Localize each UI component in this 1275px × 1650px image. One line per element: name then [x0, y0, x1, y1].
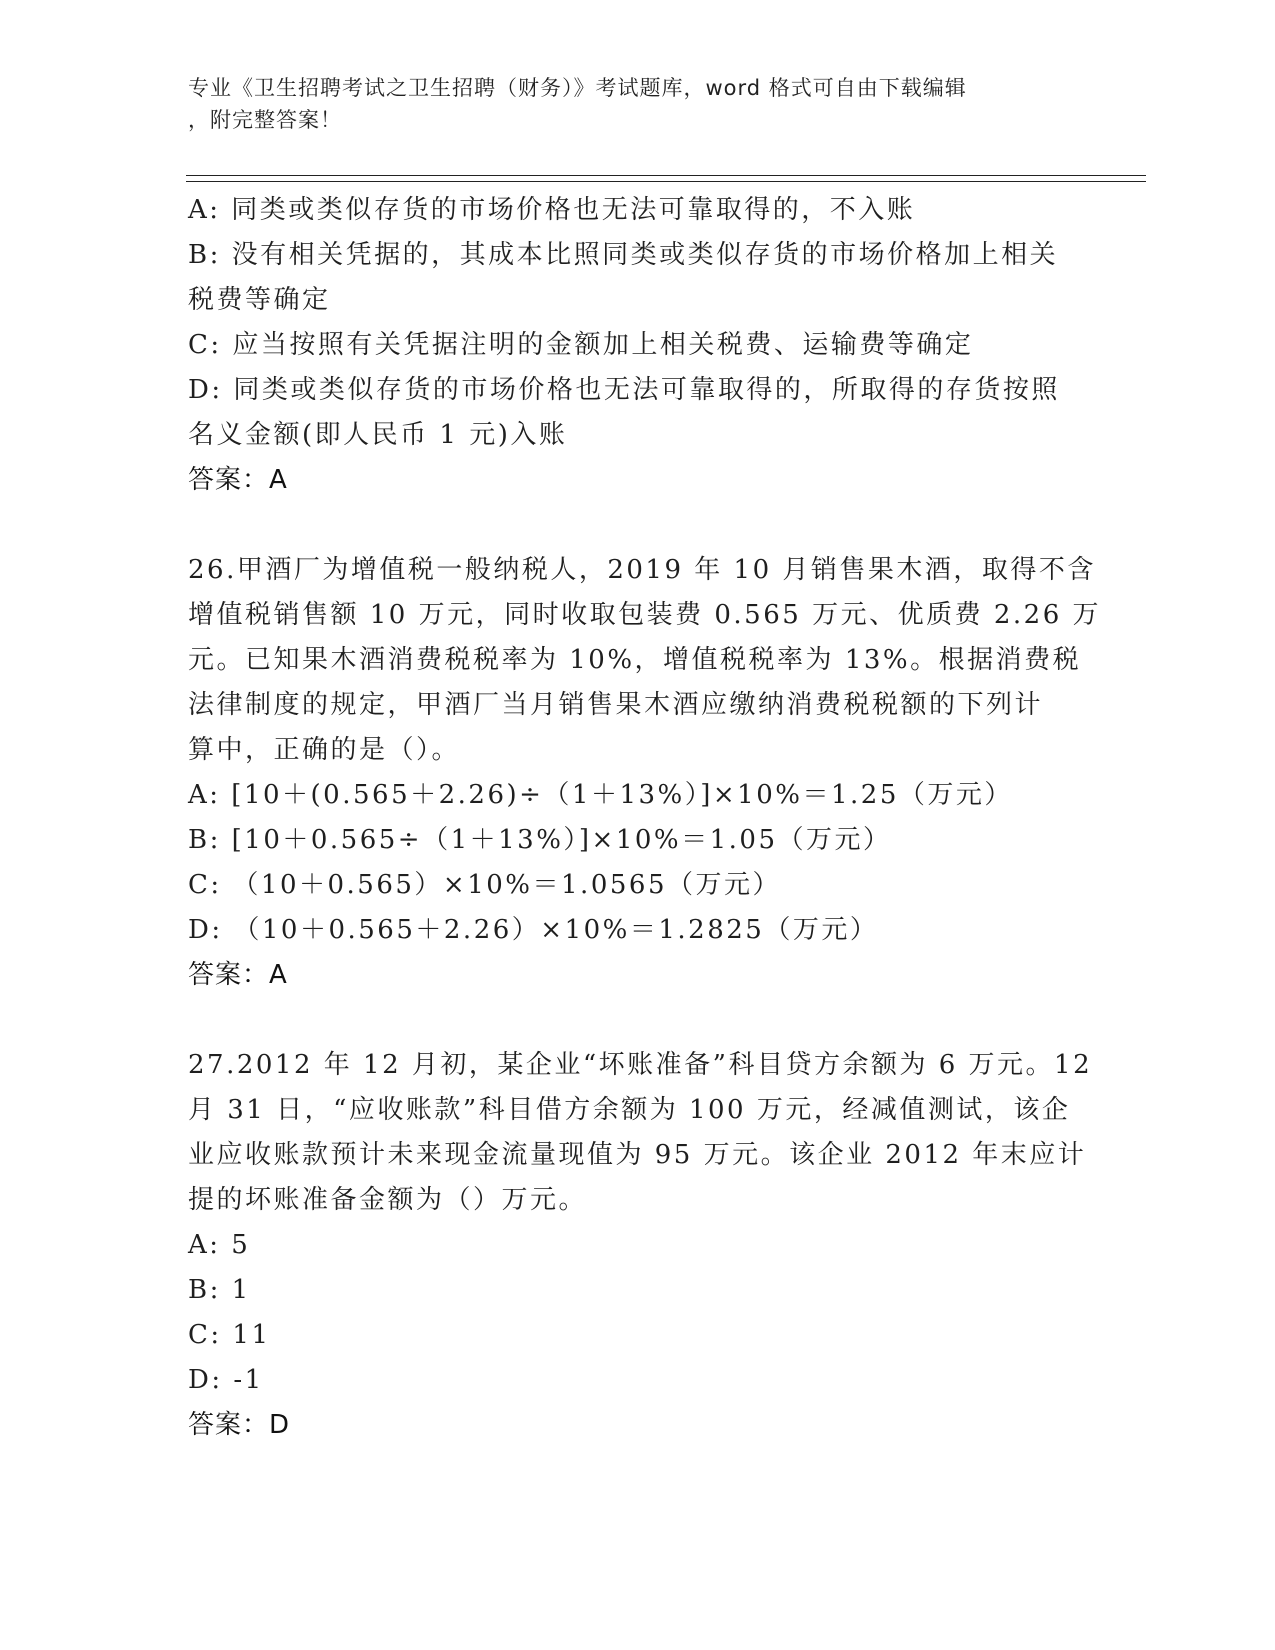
q25-answer: 答案：A	[188, 465, 288, 495]
q26-stem-line-4: 法律制度的规定，甲酒厂当月销售果木酒应缴纳消费税税额的下列计	[188, 690, 1044, 720]
q26-option-b: B: [10＋0.565÷（1＋13%）]×10%＝1.05（万元）	[188, 825, 892, 855]
q26-option-d: D: （10＋0.565＋2.26）×10%＝1.2825（万元）	[188, 915, 879, 945]
q25-option-b-line-2: 税费等确定	[188, 285, 331, 315]
q27-stem-line-1: 27.2012 年 12 月初，某企业“坏账准备”科目贷方余额为 6 万元。12	[188, 1050, 1093, 1080]
document-header	[188, 72, 1088, 136]
q27-answer: 答案：D	[188, 1410, 291, 1440]
q27-stem-line-4: 提的坏账准备金额为（）万元。	[188, 1185, 588, 1215]
q26-option-c: C: （10＋0.565）×10%＝1.0565（万元）	[188, 870, 781, 900]
q26-answer: 答案：A	[188, 960, 288, 990]
q26-stem-line-1: 26.甲酒厂为增值税一般纳税人，2019 年 10 月销售果木酒，取得不含	[188, 555, 1096, 585]
q25-option-c: C: 应当按照有关凭据注明的金额加上相关税费、运输费等确定	[188, 330, 974, 360]
question-spacer	[188, 503, 1068, 548]
q27-option-b: B: 1	[188, 1275, 251, 1305]
q27-option-c: C: 11	[188, 1320, 271, 1350]
question-26	[188, 548, 1101, 998]
q26-stem-line-2: 增值税销售额 10 万元，同时收取包装费 0.565 万元、优质费 2.26 万	[188, 600, 1101, 630]
header-double-rule	[186, 175, 1146, 182]
q25-option-d-line-2: 名义金额(即人民币 1 元)入账	[188, 420, 568, 450]
q25-option-b-line-1: B: 没有相关凭据的，其成本比照同类或类似存货的市场价格加上相关	[188, 240, 1059, 270]
q27-option-a: A: 5	[188, 1230, 251, 1260]
q27-stem-line-2: 月 31 日，“应收账款”科目借方余额为 100 万元，经减值测试，该企	[188, 1095, 1071, 1125]
q26-stem-line-5: 算中，正确的是（）。	[188, 735, 461, 765]
q25-option-d-line-1: D: 同类或类似存货的市场价格也无法可靠取得的，所取得的存货按照	[188, 375, 1060, 405]
q26-stem-line-3: 元。已知果木酒消费税税率为 10%，增值税税率为 13%。根据消费税	[188, 645, 1082, 675]
header-title-line-2: ，附完整答案！	[188, 108, 342, 132]
q27-stem-line-3: 业应收账款预计未来现金流量现值为 95 万元。该企业 2012 年末应计	[188, 1140, 1087, 1170]
question-25-options	[188, 188, 1068, 503]
question-27	[188, 1043, 1093, 1448]
q26-option-a: A: [10＋(0.565＋2.26)÷（1＋13%）]×10%＝1.25（万元）	[188, 780, 1013, 810]
q25-option-a: A: 同类或类似存货的市场价格也无法可靠取得的，不入账	[188, 195, 916, 225]
header-title-line-1: 专业《卫生招聘考试之卫生招聘（财务）》考试题库，word 格式可自由下载编辑	[188, 76, 967, 100]
q27-option-d: D: -1	[188, 1365, 264, 1395]
document-body	[188, 188, 1101, 1448]
question-spacer	[188, 998, 1068, 1043]
